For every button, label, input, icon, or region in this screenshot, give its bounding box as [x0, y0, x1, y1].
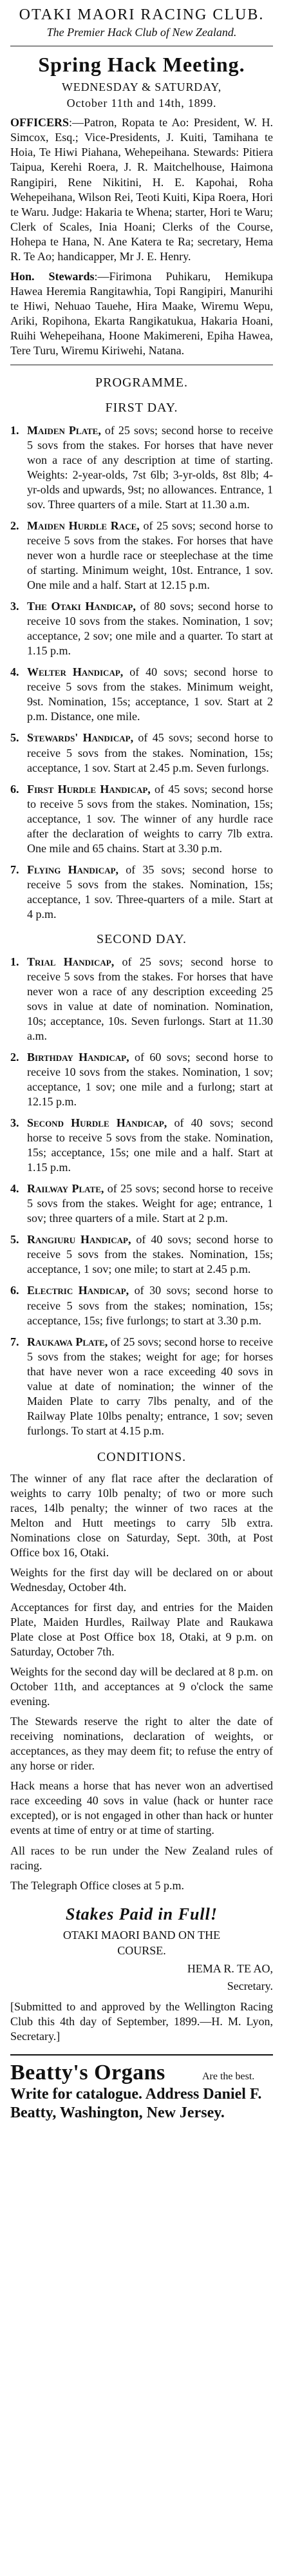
officers-text: :—Patron, Ropata te Ao: President, W. H. Simcox, Esq.; Vice-Presidents, J. Kuiti, Tamihana te Hoia, Te Hiwi Piahana, Wehepeihana. Stewards: Pitiera Taipua, Kerehi Roera, J. R. Maitchelhouse, Haimona Rangipiri, Rene Nikitini, H. E. Kapohai, Roha Wehepeihana, Wilson Rei, Teoti Kuiti, Kipa Roera, Hori te Waru. Judge: Hakaria te Whena; starter, Hori te Waru; Clerk of Scales, Inia Hoani; Clerks of the Course, Hohepa te Hana, N. Ane Katera te Ra; secretary, Hema R. Te Ao; handicapper, Mr J. E. Henry. [10, 116, 273, 263]
race-name: Second Hurdle Handicap, [27, 1116, 167, 1130]
race-details: of 60 sovs; second horse to receive 10 sovs from the stakes. Nomination, 1 sov; acceptance, 1 sov; one mile and a furlong; start at 12.15 p.m. [27, 1051, 273, 1109]
race-number: 7. [10, 863, 19, 876]
first-day-races [10, 423, 273, 922]
condition-paragraph: Acceptances for first day, and entries for the Maiden Plate, Maiden Hurdles, Railway Plate and Raukawa Plate close at Post Office box 18, Otaki, at 9 p.m. on Saturday, October 7th. [10, 1601, 273, 1659]
race-details: of 40 sovs; second horse to receive 5 sovs from the stakes. Minimum weight, 9st. Nomination, 15s; acceptance, 1 sov. Start at 2 p.m. Distance, one mile. [27, 665, 273, 723]
race-name: Stewards' Handicap, [27, 731, 134, 745]
race-text [27, 730, 273, 775]
race-number: 3. [10, 1116, 19, 1130]
race-entry [10, 1283, 273, 1328]
race-details: of 25 sovs; second horse to receive 5 sovs from the stakes. For horses that have never won a race of any description at time of starting. Weights: 2-year-olds, 7st 6lb; 3-yr-olds, 8st 8lb; 4-yr-olds and upwards, 9st; no allowances. Entrance, 1 sov. Three quarters of a mile. Start at 11.30 a.m. [27, 423, 273, 511]
race-text [27, 665, 273, 724]
race-entry [10, 665, 273, 724]
race-entry [10, 599, 273, 658]
secretary-name: HEMA R. TE AO, [187, 1961, 273, 1975]
race-number: 6. [10, 1284, 19, 1297]
ad-body: Write for catalogue. Address Daniel F. Beatty, Washington, New Jersey. [10, 2085, 262, 2121]
race-entry [10, 1050, 273, 1109]
hon-stewards-heading: Hon. Stewards [10, 269, 95, 283]
officers-paragraph [10, 115, 273, 263]
race-entry [10, 1335, 273, 1438]
race-details: of 25 sovs; second horse to receive 5 sovs from the stakes. Weight for age; entrance, 1 sov; three quarters of a mile. Start at 2 p.m. [27, 1182, 273, 1225]
race-number: 4. [10, 1182, 19, 1196]
hon-stewards-text: :—Firimona Puhikaru, Hemikupa Hawea Heremia Rangitawhia, Topi Rangipiri, Manurihi te Hiwi, Nehuao Tauehe, Hira Maake, Wiremu Wepu, Ariki, Ropihona, Ekarta Rangikatukua, Hakaria Hoani, Ruihi Wehepeihana, Hoone Makimereni, Epiha Hawea, Tere Turu, Wiremu Kiriwehi, Natana. [10, 269, 273, 357]
race-entry [10, 423, 273, 512]
race-name: Flying Handicap, [27, 863, 119, 876]
band-notice: OTAKI MAORI BAND ON THE [62, 1928, 221, 1942]
race-text [27, 519, 273, 593]
officers-heading: OFFICERS [10, 116, 70, 129]
race-number: 1. [10, 955, 19, 968]
race-number: 3. [10, 600, 19, 613]
ad-header [10, 2061, 273, 2085]
race-text [27, 782, 273, 856]
race-entry [10, 1181, 273, 1226]
conditions-body [10, 1471, 273, 1893]
race-text [27, 1283, 273, 1328]
condition-paragraph: Weights for the first day will be declared on or about Wednesday, October 4th. [10, 1565, 273, 1594]
ad-title: Beatty's Organs [10, 2060, 165, 2085]
race-name: Railway Plate, [27, 1182, 104, 1196]
meeting-title: Spring Hack Meeting. [38, 53, 245, 77]
race-details: of 80 sovs; second horse to receive 10 sovs from the stakes. Nomination, 1 sov; acceptance, 2 sov; one mile and a quarter. To start at 1.15 p.m. [27, 600, 274, 658]
band-notice-course: COURSE. [117, 1944, 166, 1958]
race-entry [10, 730, 273, 775]
race-details: of 25 sovs; second horse to receive 5 sovs from the stakes. For horses that have never won a race of any description exceeding 25 sovs in value at date of nomination. Nomination, 10s; acceptance, 10s. Seven furlongs. Start at 11.30 a.m. [27, 955, 273, 1043]
race-name: Rangiuru Handicap, [27, 1233, 131, 1246]
race-details: of 35 sovs; second horse to receive 5 sovs from the stakes. Nomination, 15s; acceptance, 1 sov. Three-quarters of a mile. Start at 4 p.m. [27, 863, 273, 921]
race-number: 2. [10, 519, 19, 533]
race-number: 5. [10, 731, 19, 745]
race-details: of 30 sovs; second horse to receive 5 sovs from the stakes; nomination, 15s; acceptance, 15s; five furlongs; to start at 3.30 p.m. [27, 1284, 274, 1327]
race-name: First Hurdle Handicap, [27, 782, 151, 796]
condition-paragraph: The Telegraph Office closes at 5 p.m. [10, 1878, 184, 1892]
condition-paragraph: The winner of any flat race after the declaration of weights to carry 10lb penalty; of two or more such races, 14lb penalty; the winner of two races at the Melton and Hutt meetings to carry 5lb extra. Nominations close on Saturday, Sept. 30th, at Post Office box 16, Otaki. [10, 1471, 273, 1559]
first-day-title: FIRST DAY. [105, 400, 178, 415]
race-entry [10, 863, 273, 922]
race-details: of 45 sovs; second horse to receive 5 sovs from the stakes. Nomination, 15s; acceptance, 1 sov. Start at 2.45 p.m. Seven furlongs. [27, 731, 273, 774]
race-number: 5. [10, 1233, 19, 1246]
meeting-dates: October 11th and 14th, 1899. [66, 97, 217, 110]
race-details: of 40 sovs; second horse to receive 5 sovs from the stake. Nomination, 15s; acceptance, 15s; one mile and a half. Start at 1.15 p.m. [27, 1116, 273, 1174]
race-text [27, 955, 273, 1044]
race-entry [10, 955, 273, 1044]
race-name: The Otaki Handicap, [27, 600, 136, 613]
ad-side-text: Are the best. [202, 2070, 255, 2082]
race-text [27, 1335, 273, 1438]
condition-paragraph: Hack means a horse that has never won an advertised race exceeding 40 sovs in value (hack or hunter race excepted), or is not engaged in other than hack or hunter events at time of entry or at time of starting. [10, 1779, 273, 1837]
meeting-days: WEDNESDAY & SATURDAY, [61, 81, 221, 94]
second-day-title: SECOND DAY. [97, 931, 187, 946]
race-entry [10, 519, 273, 593]
race-entry [10, 1232, 273, 1277]
race-name: Maiden Plate, [27, 423, 101, 437]
race-number: 4. [10, 665, 19, 679]
race-text [27, 1116, 273, 1175]
race-number: 2. [10, 1051, 19, 1064]
club-subtitle: The Premier Hack Club of New Zealand. [46, 26, 237, 39]
race-name: Raukawa Plate, [27, 1335, 108, 1348]
advertisement [10, 2054, 273, 2123]
race-name: Birthday Handicap, [27, 1051, 129, 1064]
race-text [27, 423, 273, 512]
race-details: of 40 sovs; second horse to receive 5 sovs from the stakes. Nomination, 15s; acceptance, 1 sov; one mile; to start at 2.45 p.m. [27, 1233, 273, 1276]
race-entry [10, 782, 273, 856]
race-number: 1. [10, 423, 19, 437]
conditions-title: CONDITIONS. [97, 1449, 187, 1464]
second-day-races [10, 955, 273, 1438]
condition-paragraph: All races to be run under the New Zealand rules of racing. [10, 1844, 273, 1872]
race-details: of 25 sovs; second horse to receive 5 sovs from the stakes; weight for age; for horses that have never won a race exceeding 40 sovs in value at date of nomination; the winner of the Maiden Plate to carry 7lbs penalty, and of the Railway Plate 10lbs penalty; entrance, 1 sov; seven furlongs. To start at 4.15 p.m. [27, 1335, 273, 1437]
race-text [27, 863, 273, 922]
race-name: Welter Handicap, [27, 665, 124, 679]
race-entry [10, 1116, 273, 1175]
race-name: Maiden Hurdle Race, [27, 519, 140, 533]
stakes-banner: Stakes Paid in Full! [66, 1904, 218, 1923]
club-name: OTAKI MAORI RACING CLUB. [19, 6, 265, 23]
race-number: 6. [10, 782, 19, 796]
race-name: Trial Handicap, [27, 955, 115, 968]
race-details: of 45 sovs; second horse to receive 5 sovs from the stakes. Nomination, 15s; acceptance, 1 sov. The winner of any hurdle race after the declaration of weights to carry 7lb extra. One mile and 65 chains. Start at 3.30 p.m. [27, 782, 274, 855]
race-details: of 25 sovs; second horse to receive 5 sovs from the stakes. For horses that have never won a hurdle race or steeplechase at the time of starting. Minimum weight, 10st. Entrance, 1 sov. One mile and a half. Start at 12.15 p.m. [27, 519, 273, 592]
hon-stewards-paragraph [10, 269, 273, 358]
approval-note: [Submitted to and approved by the Wellington Racing Club this 4th day of September, 1899.—H. M. Lyon, Secretary.] [10, 1999, 273, 2043]
condition-paragraph: Weights for the second day will be declared at 8 p.m. on October 11th, and acceptances at 9 o'clock the same evening. [10, 1665, 273, 1708]
condition-paragraph: The Stewards reserve the right to alter the date of receiving nominations, declaration of weights, or acceptances, as they may deem fit; to refuse the entry of any horse or rider. [10, 1715, 273, 1773]
race-name: Electric Handicap, [27, 1284, 129, 1297]
race-text [27, 599, 273, 658]
race-text [27, 1181, 273, 1226]
race-number: 7. [10, 1335, 19, 1348]
race-text [27, 1050, 273, 1109]
secretary-title: Secretary. [227, 1979, 273, 1992]
race-text [27, 1232, 273, 1277]
programme-title: PROGRAMME. [95, 375, 188, 390]
